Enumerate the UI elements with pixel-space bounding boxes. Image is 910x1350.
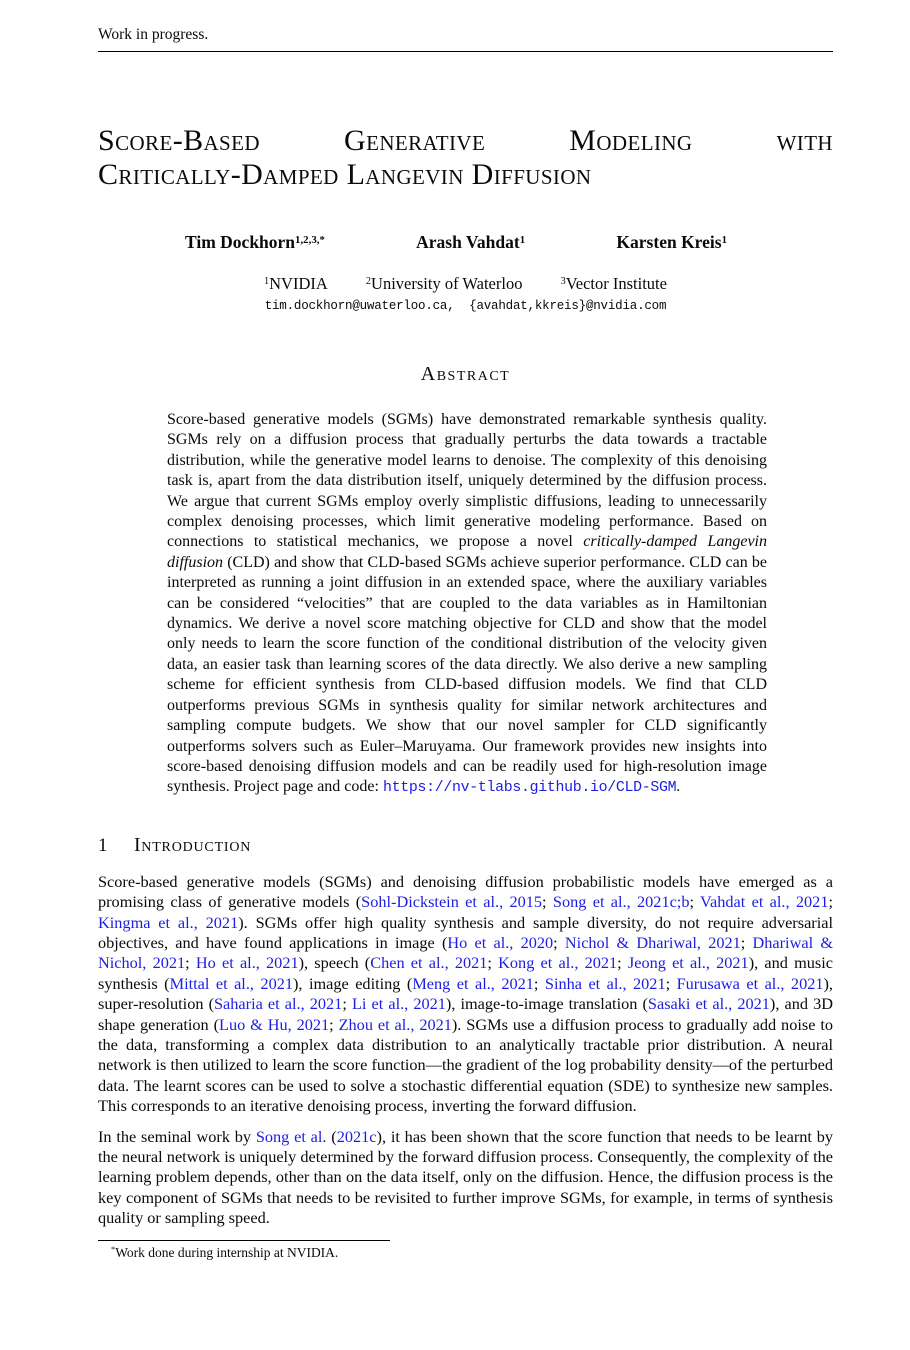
text-segment: ), super-resolution ( [98,973,833,1014]
text-segment: ; [689,892,701,912]
author-affiliation-marker: 1 [519,233,526,246]
text-segment: (CLD) and show that CLD-based SGMs achieve superior performance. CLD can be interpreted as running a joint diffusion in an extended space, where the auxiliary variables can be considered “velocities” that are coupled to the data variables as in Hamiltonian dynamics. We derive a novel score matching objective for CLD and show that the model only needs to learn the score function of the conditional distribution of the velocity given data, an easier task than learning scores of the data directly. We also derive a new sampling scheme for efficient synthesis from CLD-based diffusion models. We find that CLD outperforms previous SGMs in synthesis quality for similar network architectures and sampling compute budgets. We show that our novel sampler for CLD significantly outperforms solvers such as Euler–Maruyama. Our framework provides new insights into score-based denoising diffusion models and can be readily used for high-resolution image synthesis. Project page and code: [167,553,767,796]
citation-link[interactable]: Luo & Hu, 2021 [219,1014,330,1034]
citation-link[interactable]: Sinha et al., 2021 [544,973,666,993]
citation-link[interactable]: Kong et al., 2021 [498,953,618,973]
author-name-text: Karsten Kreis [616,232,722,252]
authors-row [185,232,727,253]
text-segment: Score-based generative models (SGMs) have demonstrated remarkable synthesis quality. SGMs rely on a diffusion process that gradually perturbs the data towards a tractable distribution, while the generative model learns to denoise. The complexity of this denoising task is, apart from the data distribution itself, uniquely determined by the diffusion process. We argue that current SGMs employ overly simplistic diffusions, leading to unnecessarily complex denoising processes, which limit generative modeling performance. Based on connections to statistical mechanics, we propose a novel [167,411,767,551]
citation-link[interactable]: Ho et al., 2021 [195,953,299,973]
text-segment: ; [533,973,545,993]
text-segment: ). SGMs offer high quality synthesis and sample diversity, do not require adversarial objectives, and have found applications in image ( [98,912,833,952]
footnote-text: Work done during internship at NVIDIA. [115,1244,339,1260]
text-segment: ; [342,994,352,1014]
citation-link[interactable]: Dhariwal & Nichol, 2021 [98,932,833,973]
affiliation-name: Vector Institute [565,274,667,293]
project-url-link[interactable]: https://nv-tlabs.github.io/CLD-SGM [382,780,677,797]
affiliation-marker: 3 [560,275,566,287]
text-segment: Score-based generative models (SGMs) and denoising diffusion probabilistic models have emerged as a promising class of generative models ( [98,871,833,912]
header-divider [98,51,833,52]
citation-link[interactable]: Kingma et al., 2021 [98,912,239,932]
affiliation-marker: 2 [365,275,372,287]
citation-link[interactable]: Saharia et al., 2021 [214,994,343,1014]
text-segment: ), it has been shown that the score function that needs to be learnt by the neural network is uniquely determined by the forward diffusion process. Consequently, the complexity of the learning problem depends, other than on the data itself, only on the diffusion. Hence, the diffusion process is the key component of SGMs that needs to be revisited to further improve SGMs, for example, in terms of synthesis quality or sampling speed. [98,1126,834,1228]
citation-link[interactable]: Nichol & Dhariwal, 2021 [564,932,741,952]
citation-link[interactable]: Ho et al., 2020 [447,932,554,952]
affiliation-marker: 1 [264,275,270,287]
author-name [416,232,525,253]
abstract-text [167,410,767,799]
paper-title [98,124,833,192]
text-segment: In the seminal work by [98,1126,256,1146]
text-segment: ; [553,932,565,952]
text-segment: ), and 3D shape generation ( [98,994,833,1034]
text-segment: ). SGMs use a diffusion process to gradually add noise to the data, transforming a complex data distribution to an analytically tractable prior distribution. A neural network is then utilized to learn the score function—the gradient of the log probability density—of the perturbed data. The learnt scores can be used to solve a stochastic differential equation (SDE) to synthesize new samples. This corresponds to an iterative denoising process, inverting the forward diffusion. [98,1014,833,1116]
text-segment: . [676,778,681,796]
citation-link[interactable]: Sohl-Dickstein et al., 2015 [361,892,543,912]
text-segment: ; [542,892,553,912]
text-segment: ; [487,953,499,973]
text-segment: ( [326,1126,337,1146]
citation-link[interactable]: Sasaki et al., 2021 [647,994,770,1014]
text-segment: ; [617,953,628,973]
author-emails: tim.dockhorn@uwaterloo.ca, {avahdat,kkreis}@nvidia.com [264,299,667,313]
citation-link[interactable]: Jeong et al., 2021 [627,953,749,973]
affiliation [264,274,328,293]
citation-link[interactable]: Furusawa et al., 2021 [676,973,824,993]
text-segment: ; [665,973,677,993]
affiliation [366,274,523,293]
author-affiliation-marker: 1 [721,233,727,246]
text-segment: ), speech ( [298,953,371,973]
author-name-text: Arash Vahdat [416,232,520,252]
author-name [616,232,727,253]
author-name [185,232,325,253]
affiliation [561,274,667,293]
citation-link[interactable]: Song et al. [255,1126,327,1146]
citation-link[interactable]: Meng et al., 2021 [412,973,534,993]
text-segment: ), image-to-image translation ( [445,994,648,1014]
text-segment: ), and music synthesis ( [98,953,834,993]
footnote [98,1245,833,1261]
author-affiliation-marker: 1,2,3,* [295,233,325,246]
abstract-heading: Abstract [420,363,511,385]
citation-link[interactable]: 2021c [336,1126,377,1146]
text-segment: ; [740,932,753,952]
section-number: 1 [98,834,108,856]
text-segment: ; [329,1014,339,1034]
citation-link[interactable]: Song et al., 2021c;b [552,892,690,912]
citation-link[interactable]: Chen et al., 2021 [370,953,488,973]
text-segment: ; [828,892,833,912]
author-name-text: Tim Dockhorn [185,232,296,252]
citation-link[interactable]: Zhou et al., 2021 [338,1014,452,1034]
text-segment: ), image editing ( [293,973,413,993]
footnote-divider [98,1240,390,1241]
intro-paragraph-2 [98,1127,833,1229]
header-note: Work in progress. [98,26,209,43]
citation-link[interactable]: Vahdat et al., 2021 [700,892,829,912]
text-segment: ; [185,953,196,973]
intro-paragraph-1 [98,872,833,1117]
citation-link[interactable]: Mittal et al., 2021 [169,973,293,993]
paper-title-line2: Critically-Damped Langevin Diffusion [98,158,592,191]
paper-title-line1: Score-Based Generative Modeling with [98,124,833,157]
section-title: Introduction [134,834,252,856]
affiliation-name: University of Waterloo [371,274,523,293]
affiliations-row [98,274,833,294]
emphasis-text: critically-damped Langevin diffusion [167,533,768,571]
footnote-marker: * [111,1245,116,1255]
section-heading-introduction [98,835,833,857]
citation-link[interactable]: Li et al., 2021 [351,994,446,1014]
affiliation-name: NVIDIA [269,274,328,293]
